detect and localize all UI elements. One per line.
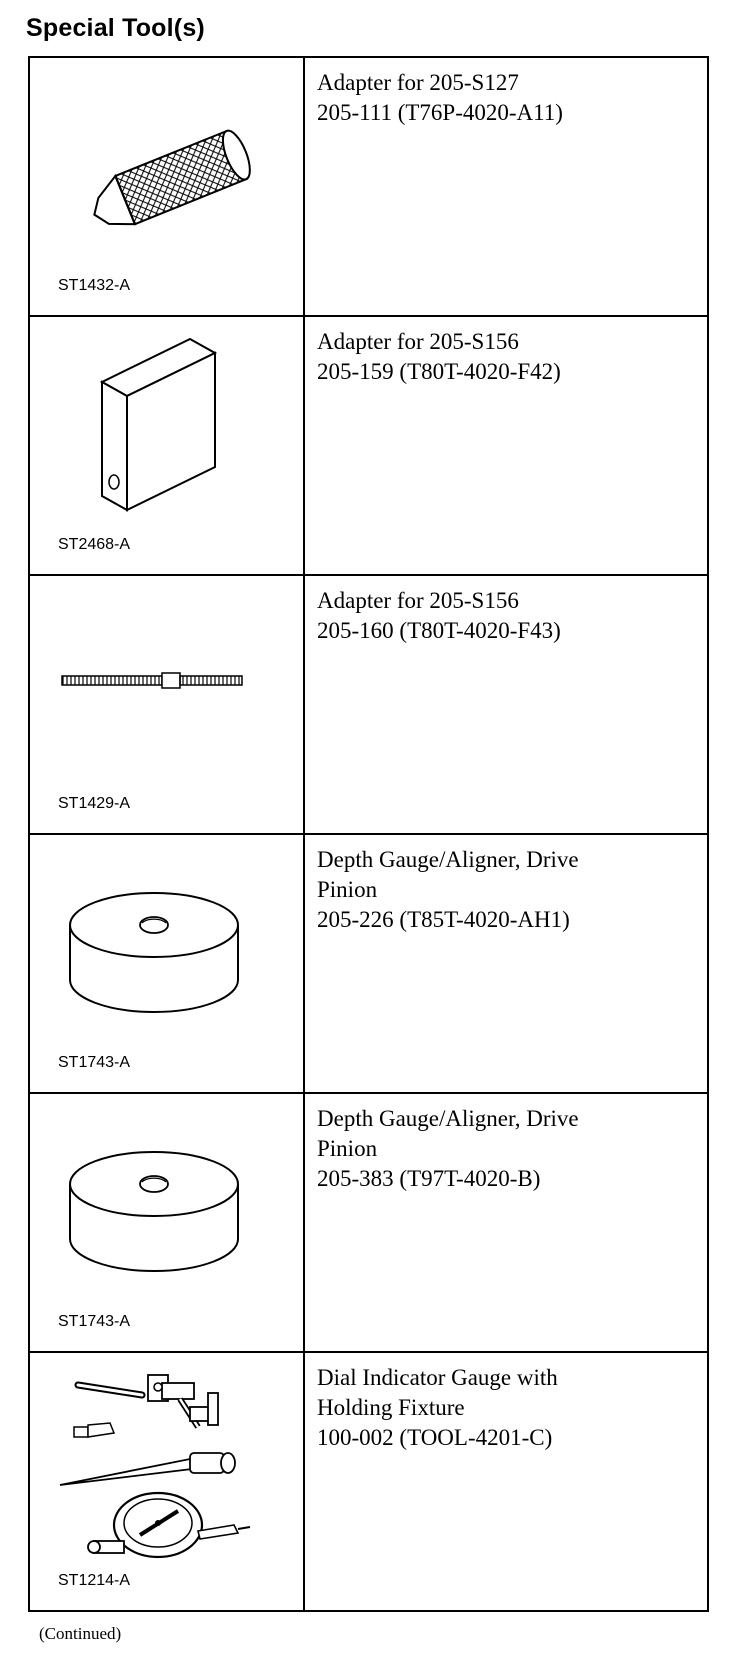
figure-id: ST1743-A xyxy=(58,1313,131,1330)
figure-id: ST1432-A xyxy=(58,277,131,294)
tool-description-cell xyxy=(304,316,708,575)
figure-id: ST1214-A xyxy=(58,1572,131,1589)
table-row xyxy=(29,575,708,834)
tool-illustration-cell xyxy=(29,575,304,834)
table-row xyxy=(29,1352,708,1611)
tool-number: 205-159 (T80T-4020-F42) xyxy=(317,359,561,384)
figure-id: ST1429-A xyxy=(58,795,131,812)
tool-illustration-cell xyxy=(29,316,304,575)
section-heading: Special Tool(s) xyxy=(26,14,205,42)
table-row xyxy=(29,57,708,316)
tool-name-continued: Holding Fixture xyxy=(317,1395,465,1420)
tool-description-cell xyxy=(304,575,708,834)
tool-number: 205-226 (T85T-4020-AH1) xyxy=(317,907,570,932)
tool-illustration-cell xyxy=(29,1093,304,1352)
tool-description-cell xyxy=(304,834,708,1093)
tool-illustration-cell xyxy=(29,1352,304,1611)
tool-name: Dial Indicator Gauge with xyxy=(317,1365,558,1390)
table-row xyxy=(29,834,708,1093)
special-tools-table xyxy=(28,56,709,1612)
tool-name-continued: Pinion xyxy=(317,1136,378,1161)
tool-name: Depth Gauge/Aligner, Drive xyxy=(317,847,579,872)
tool-name-continued: Pinion xyxy=(317,877,378,902)
table-row xyxy=(29,316,708,575)
tool-description-cell xyxy=(304,1352,708,1611)
tool-number: 205-383 (T97T-4020-B) xyxy=(317,1166,541,1191)
tool-name: Depth Gauge/Aligner, Drive xyxy=(317,1106,579,1131)
tool-description-cell xyxy=(304,1093,708,1352)
tool-illustration-cell xyxy=(29,834,304,1093)
tool-name: Adapter for 205-S156 xyxy=(317,588,519,613)
tool-number: 205-160 (T80T-4020-F43) xyxy=(317,618,561,643)
figure-id: ST2468-A xyxy=(58,536,131,553)
tool-name: Adapter for 205-S127 xyxy=(317,70,519,95)
continued-note: (Continued) xyxy=(39,1624,122,1643)
tool-name: Adapter for 205-S156 xyxy=(317,329,519,354)
figure-id: ST1743-A xyxy=(58,1054,131,1071)
tool-number: 100-002 (TOOL-4201-C) xyxy=(317,1425,553,1450)
tool-description-cell xyxy=(304,57,708,316)
tool-number: 205-111 (T76P-4020-A11) xyxy=(317,100,563,125)
table-row xyxy=(29,1093,708,1352)
tool-illustration-cell xyxy=(29,57,304,316)
